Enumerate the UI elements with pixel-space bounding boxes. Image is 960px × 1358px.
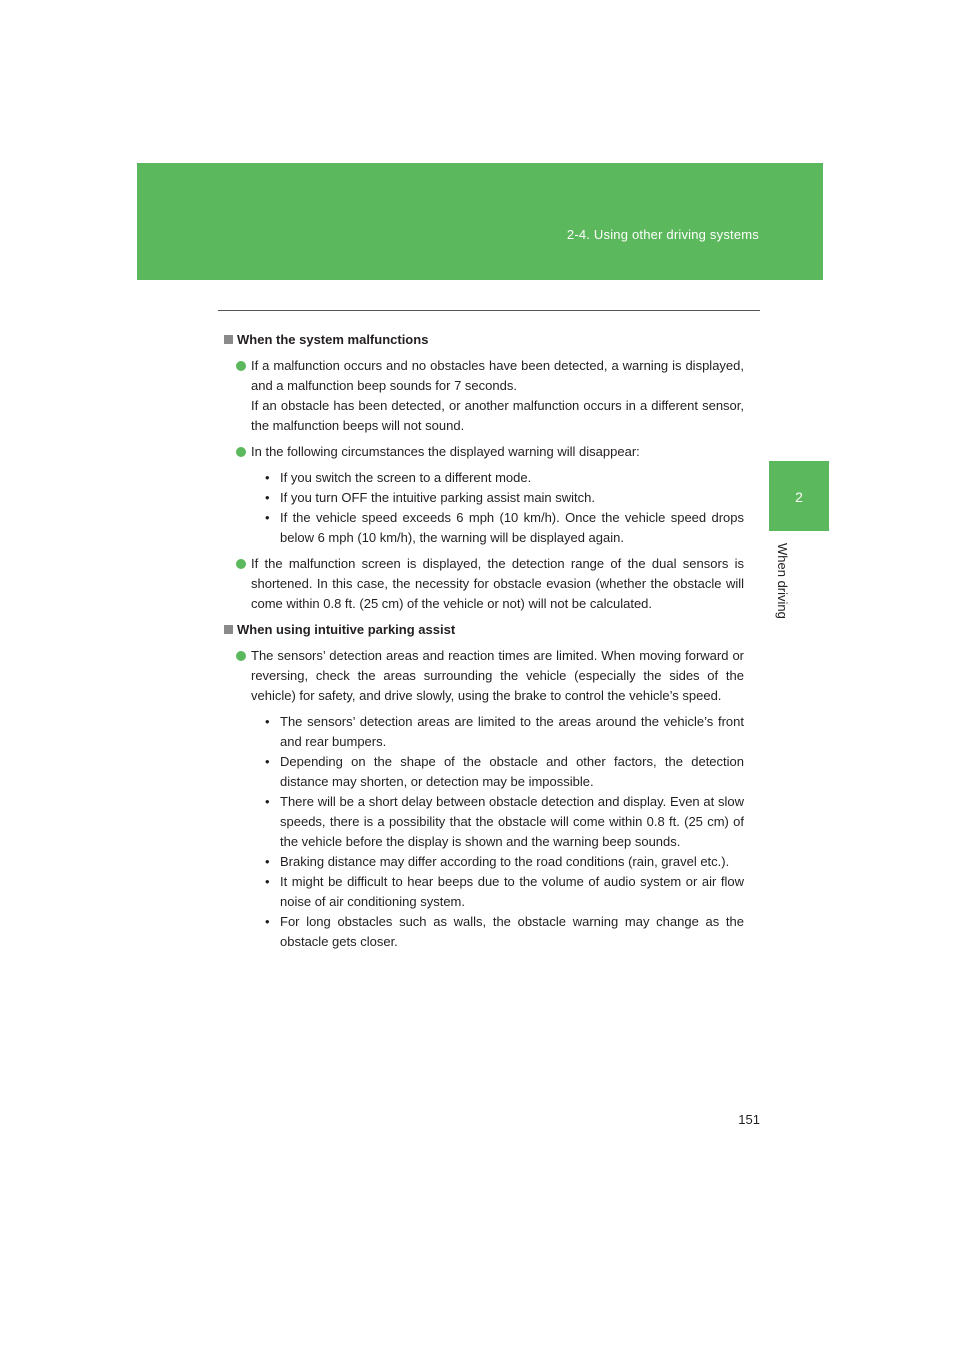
sub-list-item [265,488,744,508]
sub-list-text: Depending on the shape of the obstacle and other factors, the detection distance may shorten, or detection may be impossible. [280,754,744,789]
circle-bullet-icon [236,361,246,371]
bullet-dot-icon: • [265,794,270,809]
bullet-item [224,554,744,614]
sub-list-text: If the vehicle speed exceeds 6 mph (10 km/h). Once the vehicle speed drops below 6 mph (10 km/h), the warning will be displayed again. [280,510,744,545]
bullet-dot-icon: • [265,854,270,869]
bullet-dot-icon: • [265,914,270,929]
section-heading [224,330,744,350]
square-bullet-icon [224,625,233,634]
section-heading-text: When using intuitive parking assist [237,622,456,637]
section-heading-text: When the system malfunctions [237,332,429,347]
bullet-dot-icon: • [265,874,270,889]
sub-list-item [265,752,744,792]
bullet-dot-icon: • [265,754,270,769]
circle-bullet-icon [236,447,246,457]
sub-list-item [265,712,744,752]
sub-list [224,712,744,952]
sub-list-item [265,468,744,488]
sub-list-item [265,792,744,852]
bullet-dot-icon: • [265,714,270,729]
paragraph-text: If an obstacle has been detected, or another malfunction occurs in a different sensor, the malfunction beeps will not sound. [251,398,744,433]
circle-bullet-icon [236,651,246,661]
sub-list-text: There will be a short delay between obstacle detection and display. Even at slow speeds, there is a possibility that the obstacle will come within 0.8 ft. (25 cm) of the vehicle before the display is shown and the warning beep sounds. [280,794,744,849]
page-number: 151 [738,1112,760,1127]
paragraph-text: If the malfunction screen is displayed, the detection range of the dual sensors is shortened. In this case, the necessity for obstacle evasion (whether the obstacle will come within 0.8 ft. (25 cm) of the vehicle or not) will not be calculated. [251,556,744,611]
divider [218,310,760,311]
bullet-item [224,356,744,436]
paragraph-text: The sensors’ detection areas and reaction times are limited. When moving forward or reversing, check the areas surrounding the vehicle (especially the sides of the vehicle) for safety, and drive slowly, using the brake to control the vehicle’s speed. [251,648,744,703]
section-title: 2-4. Using other driving systems [566,227,759,242]
header-band [137,163,823,280]
square-bullet-icon [224,335,233,344]
bullet-dot-icon: • [265,490,270,505]
bullet-dot-icon: • [265,470,270,485]
chapter-label: When driving [775,543,790,619]
paragraph-text: In the following circumstances the displayed warning will disappear: [251,444,640,459]
bullet-dot-icon: • [265,510,270,525]
sub-list-text: Braking distance may differ according to the road conditions (rain, gravel etc.). [280,854,730,869]
sub-list-item [265,508,744,548]
circle-bullet-icon [236,559,246,569]
sub-list [224,468,744,548]
paragraph-text: If a malfunction occurs and no obstacles have been detected, a warning is displayed, and a malfunction beep sounds for 7 seconds. [251,358,744,393]
sub-list-item [265,872,744,912]
bullet-item [224,646,744,706]
bullet-item [224,442,744,462]
sub-list-text: For long obstacles such as walls, the obstacle warning may change as the obstacle gets closer. [280,914,744,949]
section-heading [224,620,744,640]
sub-list-item [265,912,744,952]
sub-list-text: It might be difficult to hear beeps due to the volume of audio system or air flow noise of air conditioning system. [280,874,744,909]
chapter-tab [769,461,829,531]
sub-list-text: If you switch the screen to a different mode. [280,470,532,485]
sub-list-text: The sensors’ detection areas are limited to the areas around the vehicle’s front and rear bumpers. [280,714,744,749]
chapter-number: 2 [795,489,803,505]
sub-list-text: If you turn OFF the intuitive parking assist main switch. [280,490,596,505]
sub-list-item [265,852,744,872]
body-content [224,326,744,958]
